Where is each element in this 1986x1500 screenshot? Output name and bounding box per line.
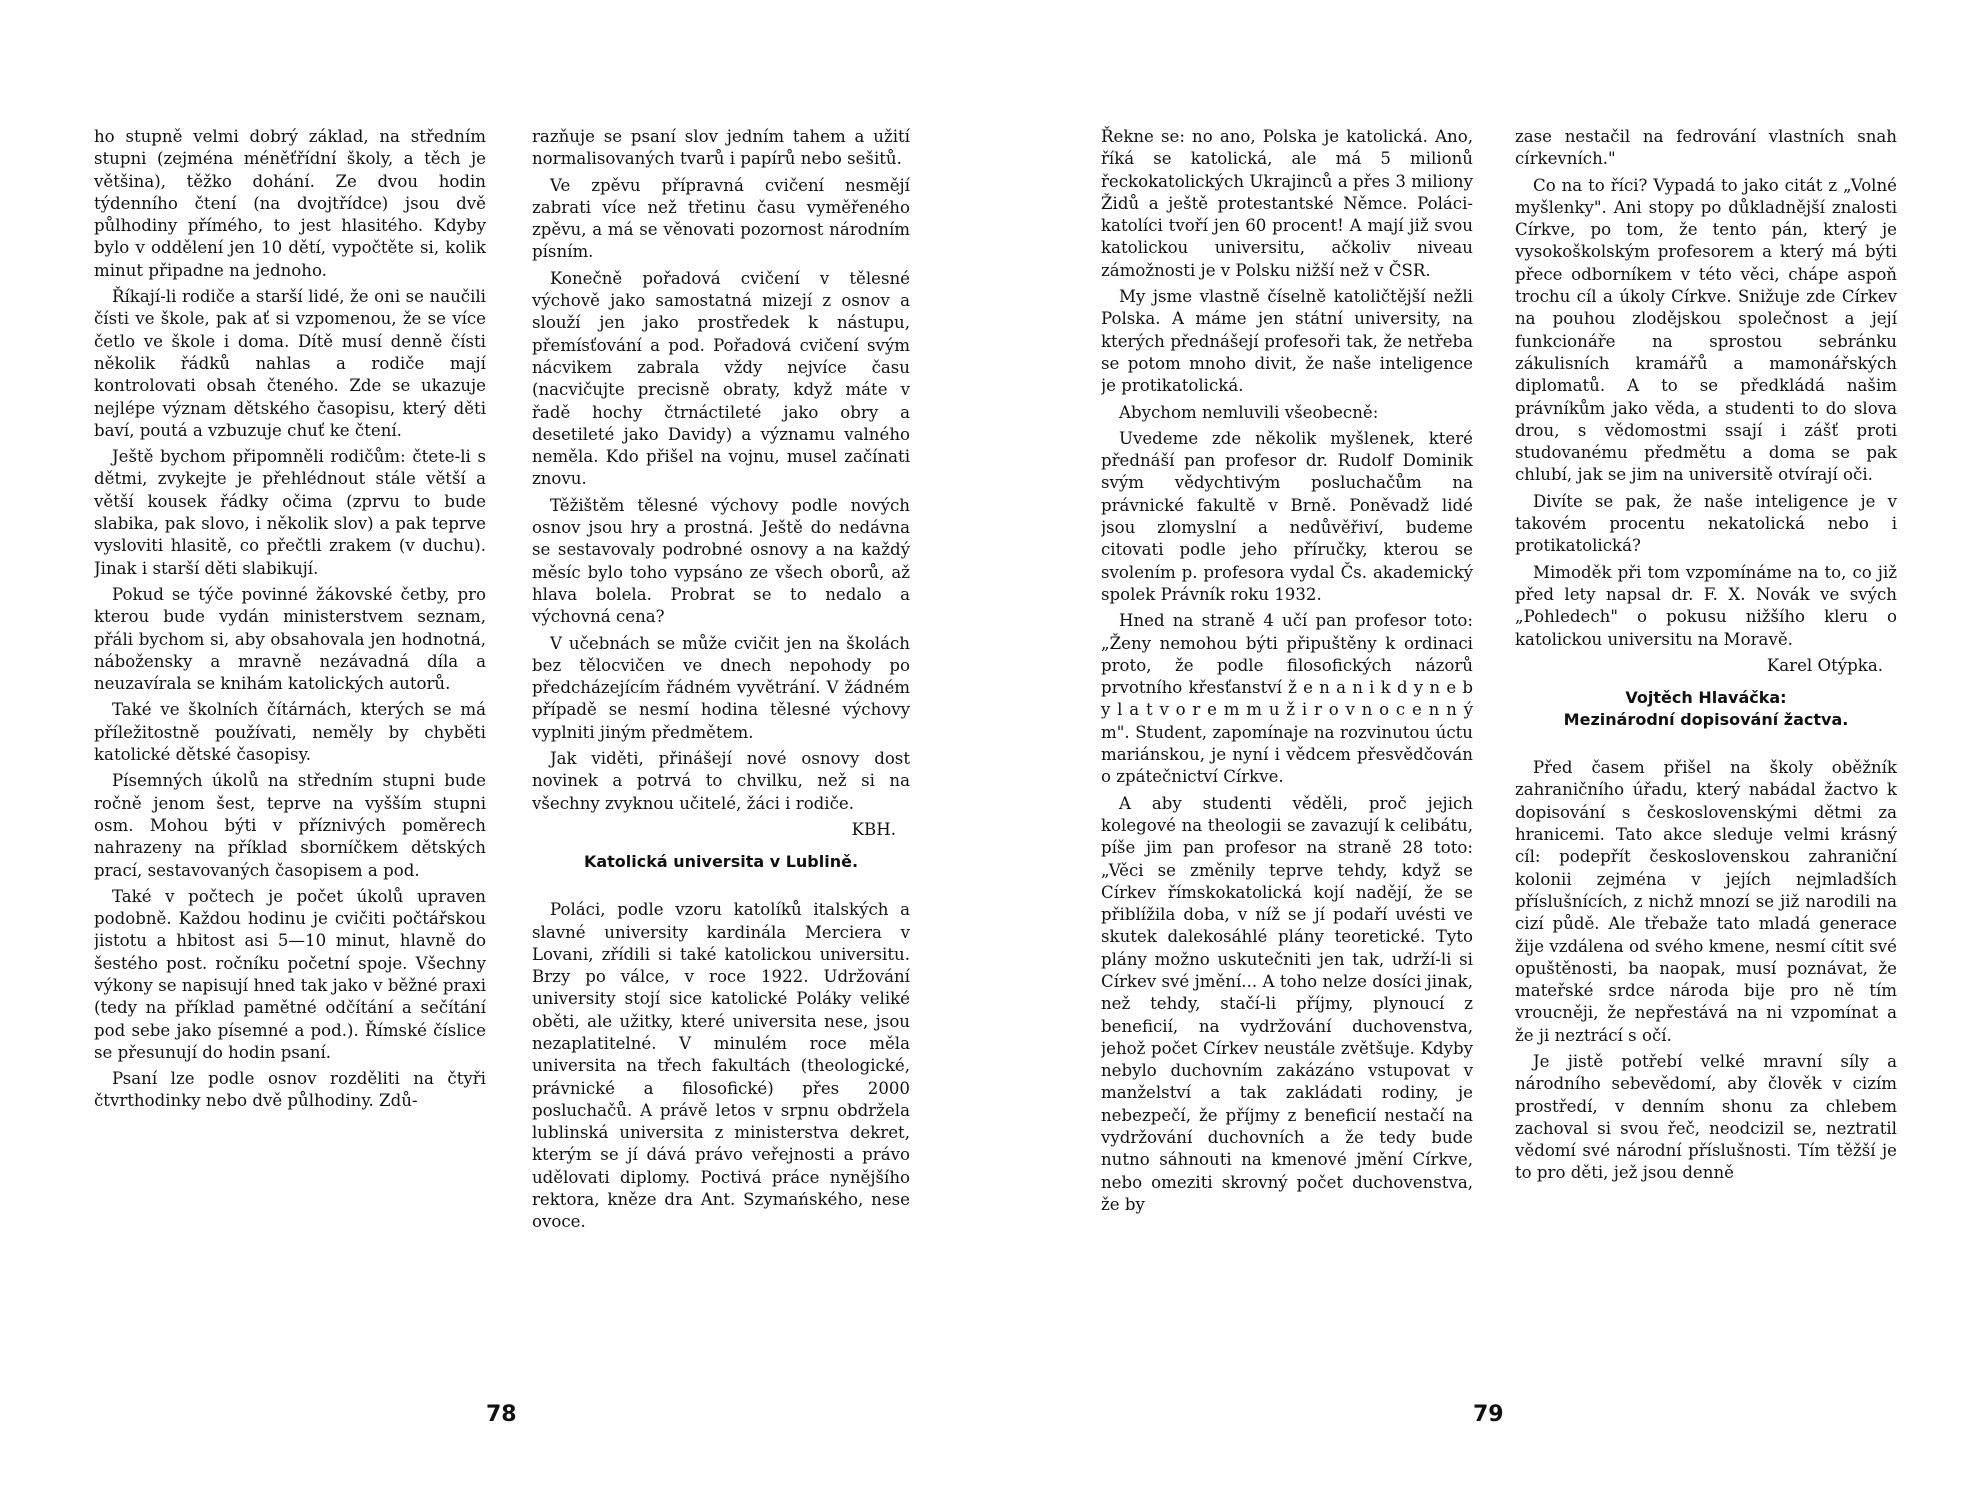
article-signature: KBH. [851, 819, 896, 839]
paragraph: Ve zpěvu přípravná cvičení nesmějí zabrati více než třetinu času vyměřeného zpěvu, a má se věnovati pozornost národním písním. [532, 175, 910, 262]
article-heading: Mezinárodní dopisování žactva. [1563, 710, 1849, 730]
paragraph: Také ve školních čítárnách, kterých se má příležitostně používati, neměly by chyběti katolické dětské časopisy. [94, 700, 486, 765]
paragraph: Uvedeme zde několik myšlenek, které přednáší pan profesor dr. Rudolf Dominik svým vědychtivým posluchačům na právnické fakultě v Brně. Poněvadž lidé jsou zlomyslní a nedůvěřiví, budeme citovati podle jeho příručky, kterou se svolením p. profesora vydal Čs. akademický spolek Právník roku 1932. [1101, 428, 1473, 604]
right-page [993, 0, 1986, 1500]
paragraph: Jak viděti, přinášejí nové osnovy dost novinek a potrvá to chvilku, než si na všechny zvyknou učitelé, žáci i rodiče. [532, 749, 910, 813]
paragraph: Abychom nemluvili všeobecně: [1119, 402, 1379, 422]
article-heading: Vojtěch Hlaváčka: [1625, 688, 1787, 708]
paragraph: Pokud se týče povinné žákovské četby, pro kterou bude vydán ministerstvem seznam, přáli bychom si, aby obsahovala jen hodnotná, nábožensky a mravně nezávadná díla a neuzavírala se knihám katolických autorů. [94, 584, 486, 694]
page-number: 79 [1473, 1402, 1504, 1427]
page-number: 78 [486, 1402, 517, 1427]
paragraph: razňuje se psaní slov jedním tahem a užití normalisovaných tvarů i papírů nebo sešitů. [532, 127, 910, 169]
article-signature: Karel Otýpka. [1766, 655, 1883, 675]
paragraph: Říkají-li rodiče a starší lidé, že oni se naučili čísti ve škole, pak ať si vzpomenou, že se více četlo ve škole i doma. Dítě musí denně čísti několik řádků nahlas a rodiče mají kontrolovati obsah čteného. Zde se ukazuje nejlépe význam dětského časopisu, který děti baví, poutá a vzbuzuje chuť ke čtení. [94, 287, 486, 440]
right-col-2 [1515, 126, 1897, 1390]
paragraph: Také v počtech je počet úkolů upraven podobně. Každou hodinu je cvičiti počtářskou jistotu a hbitost asi 5—10 minut, hlavně do šestého post. ročníku početní spoje. Všechny výkony se napisují hned tak jako v běžné praxi (tedy na příklad pamětné odčítání a sečítání pod sebe jako písemné a pod.). Římské číslice se přesunují do hodin psaní. [94, 886, 486, 1062]
paragraph: Písemných úkolů na středním stupni bude ročně jenom šest, teprve na vyšším stupni osm. Mohou býti v příznivých poměrech nahrazeny na příklad sborníčkem dětských prací, sestavovaných časopisem a pod. [94, 771, 486, 880]
left-col-2 [532, 126, 910, 1390]
paragraph: Divíte se pak, že naše inteligence je v takovém procentu nekatolická nebo i protikatolická? [1515, 491, 1897, 556]
article-heading: Katolická universita v Lublině. [583, 852, 859, 872]
paragraph: Co na to říci? Vypadá to jako citát z „Volné myšlenky". Ani stopy po důkladnější znalosti Církve, po tom, že tento pán, který je vysokoškolským profesorem a který má býti přece odborníkem v této věci, chápe aspoň trochu cíl a úkoly Církve. Snižuje zde Církev na pouhou zlodějskou společnost a její funkcionáře na sprostou sebránku zákulisních kramářů a mamonářských diplomatů. A to se předkládá našim právníkům jako věda, a studenti to do slova drou, s vědomostmi ssají i zášť proti studovanému předmětu a doma se pak chlubí, jak se jim na universitě otvírají oči. [1515, 175, 1897, 485]
paragraph: Mimoděk při tom vzpomínáme na to, co již před lety napsal dr. F. X. Novák ve svých „Pohledech" o pokusu nižšího kleru o katolickou universitu na Moravě. [1515, 562, 1897, 649]
paragraph: My jsme vlastně číselně katoličtější nežli Polska. A máme jen státní university, na kterých přednášejí profesoři tak, že netřeba se potom mnoho divit, že naše inteligence je protikatolická. [1101, 287, 1473, 396]
left-col-1 [94, 126, 486, 1390]
paragraph: V učebnách se může cvičit jen na školách bez tělocvičen ve dnech nepohody po předcházejícím řádném vyvětrání. V žádném případě se nesmí hodina tělesné výchovy vyplniti jiným předmětem. [532, 633, 910, 742]
paragraph: Těžištěm tělesné výchovy podle nových osnov jsou hry a prostná. Ještě do nedávna se sestavovaly podrobné osnovy a na každý měsíc bylo toho vypsáno ze všech oborů, až hlava bolela. Probrat se to nedalo a výchovná cena? [532, 495, 910, 627]
right-col-1 [1101, 126, 1473, 1390]
paragraph: Hned na straně 4 učí pan profesor toto: „Ženy nemohou býti připuštěny k ordinaci proto, že podle filosofických názorů prvotního křesťanství ž e n a n i k d y n e b y l a t v o r e m m u ž i r o v n o c e n n ý m". Student, zapomínaje na rozvinutou úctu mariánskou, je nyní i vědcem přesvědčován o zpátečnictví Církve. [1101, 611, 1473, 787]
paragraph: Psaní lze podle osnov rozděliti na čtyři čtvrthodinky nebo dvě půlhodiny. Zdů- [94, 1069, 486, 1111]
paragraph: Poláci, podle vzoru katolíků italských a slavné university kardinála Merciera v Lovani, zřídili si také katolickou universitu. Brzy po válce, v roce 1922. Udržování university stojí sice katolické Poláky veliké oběti, ale užitky, které universita nese, jsou nezaplatitelné. V minulém roce měla universita na třech fakultách (theologické, právnické a filosofické) přes 2000 posluchačů. A právě letos v srpnu obdržela lublinská universita z ministerstva dekret, kterým se jí dává právo veřejnosti a právo udělovati diplomy. Poctivá práce nynějšího rektora, kněze dra Ant. Szymańského, nese ovoce. [532, 900, 910, 1232]
paragraph: Před časem přišel na školy oběžník zahraničního úřadu, který nabádal žactvo k dopisování s československými dětmi za hranicemi. Tato akce sleduje velmi krásný cíl: podepřít československou zahraniční kolonii zejména v jejích nejmladších příslušnících, z nichž mnozí se již narodili na cizí půdě. Ale třebaže tato mladá generace žije vzdálena od svého kmene, nesmí cítit své opuštěnosti, ba naopak, musí poznávat, že mateřské srdce národa bije pro ně tím vroucněji, že nepřestává na ni vzpomínat a že ji neztrácí s očí. [1515, 758, 1897, 1045]
paragraph: zase nestačil na fedrování vlastních snah církevních." [1515, 127, 1897, 169]
paragraph: Ještě bychom připomněli rodičům: čtete-li s dětmi, zvykejte je přehlédnout stále větší a větší kousek řádky očima (zprvu to bude slabika, pak slovo, i několik slov) a pak teprve vysloviti hlasitě, co přečtli zrakem (v duchu). Jinak i starší děti slabikují. [94, 447, 486, 578]
paragraph: A aby studenti věděli, proč jejich kolegové na theologii se zavazují k celibátu, píše jim pan profesor na straně 28 toto: „Věci se změnily teprve tehdy, když se Církev římskokatolická kojí nadějí, že se přiblížila doba, v níž se jí podaří uvésti ve skutek dalekosáhlé plány teoretické. Tyto plány možno uskutečniti jen tak, udrží-li si Církev své jmění... A toho nelze dosíci jinak, než tehdy, stačí-li příjmy, plynoucí z beneficií, na vydržování duchovenstva, jehož počet Církev neustále zvětšuje. Kdyby nebylo duchovním zakázáno vstupovat v manželství a tak zakládati rodiny, je nebezpečí, že příjmy z beneficií nestačí na vydržování duchovních a že tedy bude nutno sáhnouti na kmenové jmění Církve, nebo omeziti skrovný počet duchovenstva, že by [1101, 793, 1473, 1214]
paragraph: Řekne se: no ano, Polska je katolická. Ano, říká se katolická, ale má 5 milionů řeckokatolických Ukrajinců a přes 3 miliony Židů a ještě protestantské Němce. Poláci-katolíci tvoří jen 60 procent! A mají již svou katolickou universitu, ačkoliv niveau zámožnosti je v Polsku nižší než v ČSR. [1101, 127, 1473, 280]
paragraph: Je jistě potřebí velké mravní síly a národního sebevědomí, aby člověk v cizím prostředí, v denním shonu za chlebem zachoval si svou řeč, neodcizil se, neztratil vědomí své národní příslušnosti. Tím těžší je to pro děti, jež jsou denně [1515, 1051, 1897, 1183]
paragraph: Konečně pořadová cvičení v tělesné výchově jako samostatná mizejí z osnov a slouží jen jako prostředek k nástupu, přemísťování a pod. Pořadová cvičení svým nácvikem zabrala vždy nejvíce času (nacvičujte precisně obraty, když máte v řadě hochy čtrnáctileté jako obry a desetileté jako Davidy) a významu valného neměla. Kdo přišel na vojnu, musel začínati znovu. [532, 268, 910, 489]
paragraph: ho stupně velmi dobrý základ, na středním stupni (zejména méněťřídní školy, a těch je většina), těžko dohání. Ze dvou hodin týdenního čtení (na dvojtřídce) jsou dvě půlhodiny přímého, to jest hlasitého. Kdyby bylo v oddělení jen 10 dětí, vypočtěte si, kolik minut připadne na jednoho. [94, 127, 486, 280]
